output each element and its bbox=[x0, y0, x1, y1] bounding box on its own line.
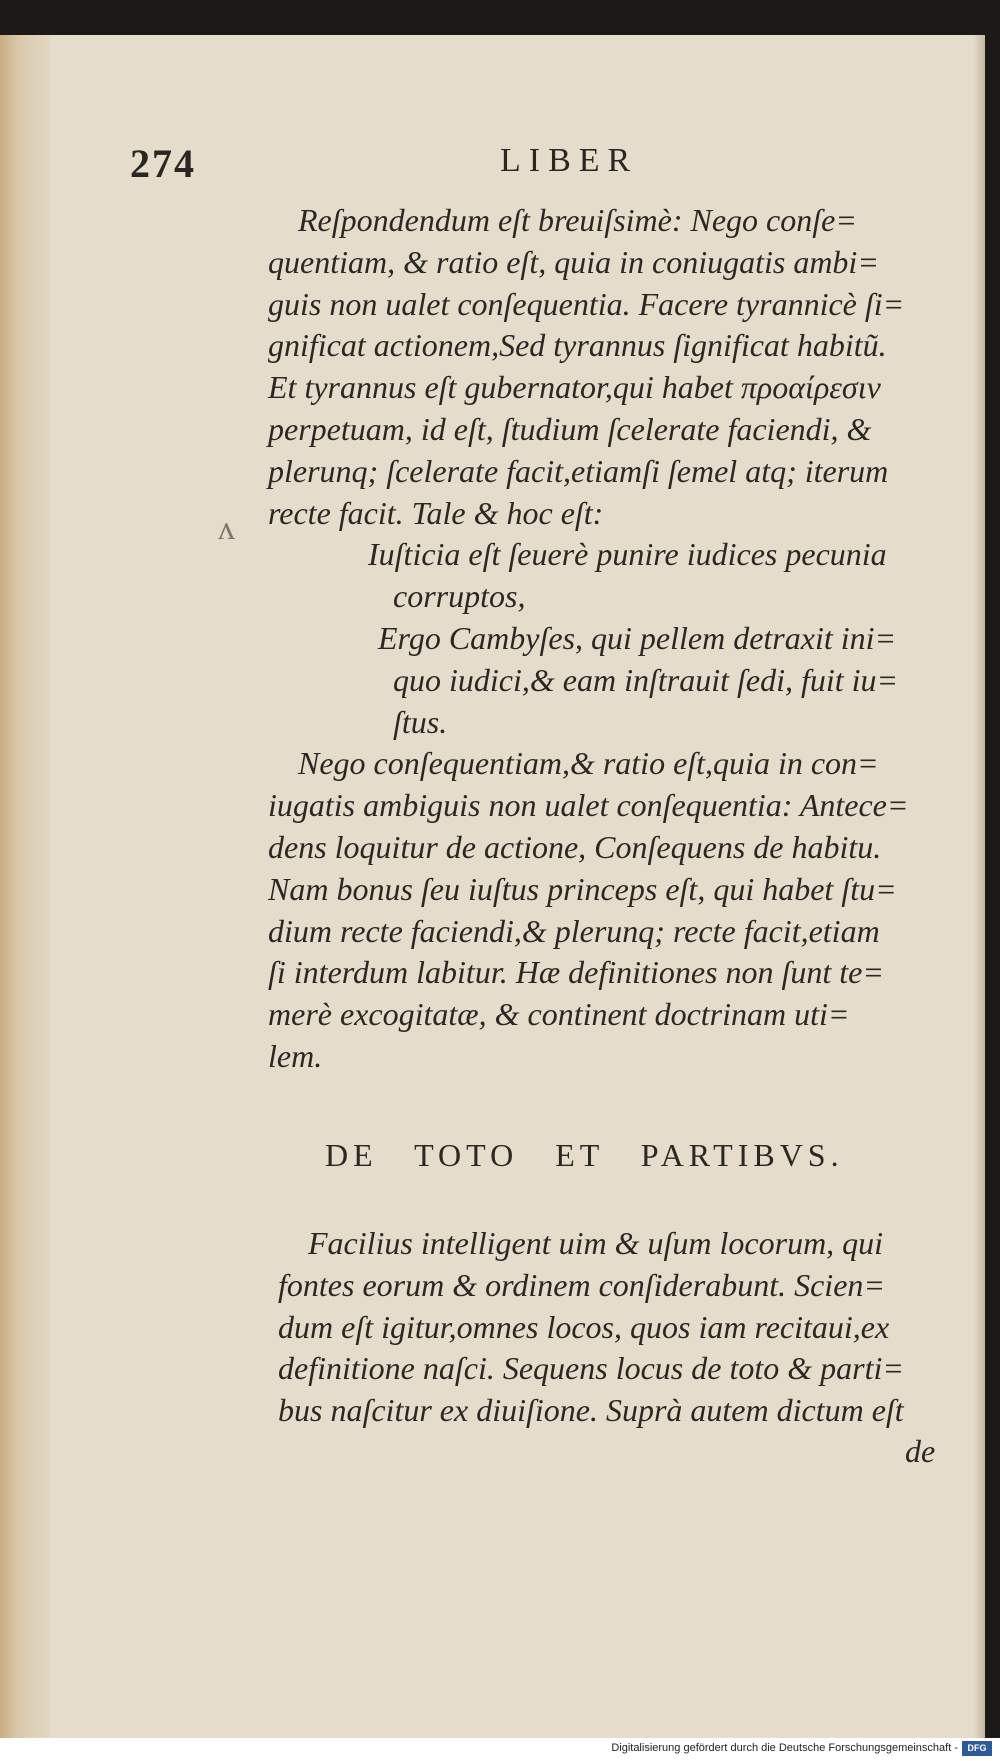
page-number: 274 bbox=[130, 141, 196, 186]
text-line: Nam bonus ſeu iuſtus princeps eſt, qui habet ſtu= bbox=[268, 870, 897, 907]
text-line: Nego conſequentiam,& ratio eſt,quia in con= bbox=[298, 745, 879, 782]
book-page bbox=[0, 35, 985, 1738]
text-line: recte facit. Tale & hoc eſt: bbox=[268, 494, 604, 531]
text-line: lem. bbox=[268, 1037, 323, 1074]
text-line: dium recte faciendi,& plerunq; recte facit,etiam bbox=[268, 912, 880, 949]
text-line: fontes eorum & ordinem conſiderabunt. Scien= bbox=[278, 1266, 885, 1303]
text-line: guis non ualet conſequentia. Facere tyrannicè ſi= bbox=[268, 285, 905, 322]
dfg-logo[interactable]: DFG bbox=[962, 1741, 992, 1756]
page-right-shadow bbox=[973, 35, 985, 1738]
quote-line: Ergo Cambyſes, qui pellem detraxit ini= bbox=[378, 619, 897, 656]
text-line: dum eſt igitur,omnes locos, quos iam recitaui,ex bbox=[278, 1308, 890, 1345]
text-line: bus naſcitur ex diuiſione. Suprà autem dictum eſt bbox=[278, 1392, 904, 1429]
section-heading: DE TOTO ET PARTIBVS. bbox=[325, 1137, 844, 1173]
section-text-block bbox=[278, 1223, 953, 1432]
quote-line: ſtus. bbox=[393, 703, 448, 740]
text-line: plerunq; ſcelerate facit,etiamſi ſemel atq; iterum bbox=[268, 452, 889, 489]
text-line: quentiam, & ratio eſt, quia in coniugatis ambi= bbox=[268, 243, 879, 280]
catchword: de bbox=[905, 1433, 936, 1469]
text-line: Et tyrannus eſt gubernator,qui habet προαίρεσιν bbox=[268, 369, 881, 406]
quote-line: Iuſticia eſt ſeuerè punire iudices pecunia bbox=[368, 536, 887, 573]
quote-line: quo iudici,& eam inſtrauit ſedi, fuit iu= bbox=[393, 661, 899, 698]
text-line: dens loquitur de actione, Conſequens de habitu. bbox=[268, 828, 882, 865]
text-line: Reſpondendum eſt breuiſsimè: Nego conſe= bbox=[298, 202, 857, 238]
text-line: definitione naſci. Sequens locus de toto & parti= bbox=[278, 1350, 904, 1387]
main-text-block bbox=[268, 200, 953, 1078]
quote-line: corruptos, bbox=[393, 578, 526, 615]
text-line: ſi interdum labitur. Hæ definitiones non ſunt te= bbox=[268, 954, 884, 991]
digitization-footer bbox=[0, 1738, 1000, 1761]
text-line: perpetuam, id eſt, ſtudium ſcelerate faciendi, & bbox=[268, 410, 872, 447]
text-line: gnificat actionem,Sed tyrannus ſignificat habitũ. bbox=[268, 327, 887, 364]
text-line: Facilius intelligent uim & uſum locorum, qui bbox=[308, 1225, 884, 1261]
funding-credit: Digitalisierung gefördert durch die Deutsche Forschungsgemeinschaft - bbox=[611, 1742, 958, 1754]
margin-mark: ʌ bbox=[218, 510, 235, 547]
page-gutter-edge bbox=[0, 35, 50, 1738]
text-line: merè excogitatæ, & continent doctrinam uti= bbox=[268, 996, 850, 1033]
text-line: iugatis ambiguis non ualet conſequentia: Antece= bbox=[268, 787, 909, 824]
page-header bbox=[0, 128, 985, 188]
running-head: LIBER bbox=[500, 142, 639, 179]
